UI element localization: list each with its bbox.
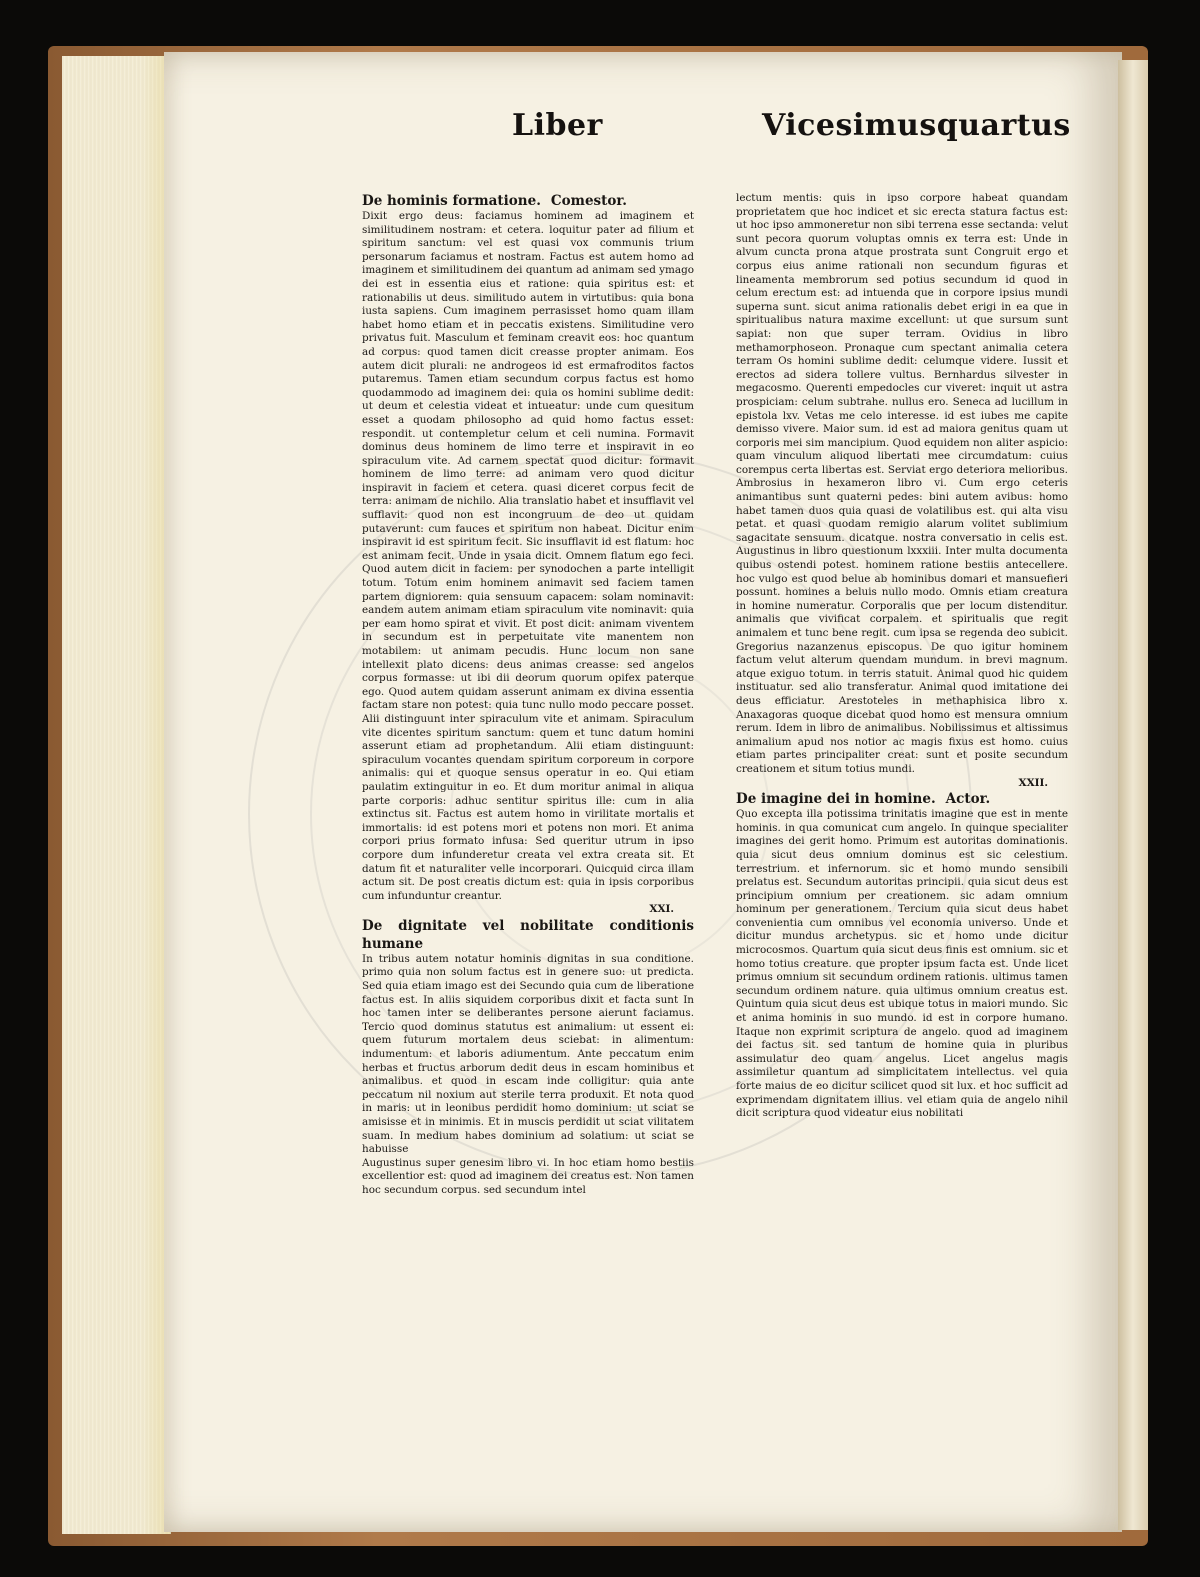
paragraph: Quo excepta illa potissima trinitatis imagine que est in mente hominis. in qua comunicat cum angelo. In quinque specialiter imagines dei gerit homo. Primum est autoritas dominationis. quia sicut deus omnium dominus est sic celestium. terrestrium. et infernorum. sic et homo mundo sensibili prelatus est. Secundum autoritas principii. quia sicut deus est principium omnium per creationem. sic adam omnium hominum per generationem. Tercium quia sicut deus habet convenientia cum omnibus vel economia universo. Unde et dicitur mundus archetypus. sic et homo unde dicitur microcosmos. Quartum quia sicut deus finis est omnium. sic et homo totius creature. que propter ipsum facta est. Unde licet primus omnium sit secundum ordinem rationis. ultimus tamen secundum ordinem nature. quia ultimus omnium creatus est. Quintum quia sicut deus est ubique totus in maiori mundo. Sic et anima hominis in suo mundo. id est in corpore humano. Itaque non exprimit scriptura de angelo. quod ad imaginem dei factus sit. sed tantum de homine quia in pluribus assimulatur deo quam angelus. Licet angelus magis assimiletur quantum ad simplicitatem intellectus. vel quia forte maius de eo dicitur scilicet quod sit lux. et hoc sufficit ad exprimendam dignitatem illius. vel etiam quia de angelo nihil dicit scriptura quod videatur eius nobilitati [736,808,1068,1120]
page-stack-edge [62,56,171,1534]
paragraph: Augustinus super genesim libro vi. In hoc etiam homo bestiis excellentior est: quod ad imaginem dei creatus est. Non tamen hoc secundum corpus. sed secundum intel [362,1156,694,1196]
facing-page-edge [1118,60,1148,1530]
paragraph: lectum mentis: quis in ipso corpore habeat quandam proprietatem que hoc indicet et sic erecta statura factus est: ut hoc ipso ammoneretur non sibi terrena esse sectanda: velut sunt pecora quorum voluptas omnis ex terra est: Unde in alvum cuncta prona atque prostrata sunt Congruit ergo et corpus eius anime rationali non secundum figuras et lineamenta membrorum sed potius secundum id quod in celum erectum est: ad intuenda que in corpore ipsius mundi superna sunt. sicut anima rationalis debet erigi in ea que in spiritualibus natura maxime excellunt: ut que sursum sunt sapiat: non que super terram. Ovidius in libro methamorphoseon. Pronaque cum spectant animalia cetera terram Os homini sublime dedit: celumque videre. Iussit et erectos ad sidera tollere vultus. Bernhardus silvester in megacosmo. Querenti empedocles cur viveret: inquit ut astra prospiciam: celum subtrahe. nullus ero. Seneca ad lucillum in epistola lxv. Vetas me celo interesse. id est iubes me capite demisso vivere. Maior sum. id est ad maiora genitus quam ut corporis mei sim mancipium. Quod equidem non aliter aspicio: quam vinculum aliquod libertati mee circumdatum: cuius corempus certa libertas est. Serviat ergo deteriora melioribus. Ambrosius in hexameron libro vi. Cum ergo ceteris animantibus sunt quaterni pedes: bini autem avibus: homo habet tamen duos quia quasi de volatilibus est. qui alta visu petat. et quasi quodam remigio alarum volitet sublimium sagacitate sensuum. dicatque. nostra conversatio in celis est. Augustinus in libro questionum lxxxiii. Inter multa documenta quibus ostendi potest. hominem ratione bestiis antecellere. hoc vulgo est quod belue ab hominibus domari et mansuefieri possunt. homines a beluis nullo modo. Omnis etiam creatura in homine numeratur. Corporalis que per locum distenditur. animalis que vivificat corpalem. et spiritualis que regit animalem et tunc bene regit. cum ipsa se regenda deo subicit. Gregorius nazanzenus episcopus. De quo igitur hominem factum velut alterum quendam mundum. in brevi magnum. atque exiguo totum. in terris statuit. Animal quod hic quidem instituatur. sed alio transferatur. Animal quod imitatione dei deus efficiatur. Arestoteles in methaphisica libro x. Anaxagoras quoque dicebat quod homo est mensura omnium rerum. Idem in libro de animalibus. Nobilissimus et altissimus animalium apud nos notior ac magis fixus est homo. cuius etiam partes principaliter creat: sunt et posite secundum creationem et situm totius mundi. [736,192,1068,775]
chapter-number: XXI. [649,903,674,916]
left-text-column [362,192,694,1198]
running-header-left: Liber [512,108,603,143]
running-header-right: Vicesimusquartus [762,108,1071,143]
paragraph: Dixit ergo deus: faciamus hominem ad imaginem et similitudinem nostram: et cetera. loquitur pater ad filium et spiritum sanctum: vel est quasi vox communis trium personarum faciamus et nostram. Factus est autem homo ad imaginem et similitudinem dei quantum ad animam sed ymago dei est in essentia eius et ratione: quia spiritus est: et rationabilis ut deus. similitudo autem in virtutibus: quia bona iusta sapiens. Cum imaginem perrasisset homo quam illam habet homo etiam et in peccatis existens. Similitudine vero privatus fuit. Masculum et feminam creavit eos: hoc quantum ad corpus: quod tamen dicit creasse propter animam. Eos autem dicit plurali: ne androgeos id est ermafroditos factos putaremus. Tamen etiam secundum corpus factus est homo quodammodo ad imaginem dei: quia os homini sublime dedit: ut deum et celestia videat et intueatur: unde cum quesitum esset a quodam philosopho ad quid homo factus esset: respondit. ut contempletur celum et celi numina. Formavit dominus deus hominem de limo terre et inspiravit in eo spiraculum vite. Ad carnem spectat quod dicitur: formavit hominem de limo terre: ad animam vero quod dicitur inspiravit in faciem et cetera. quasi diceret corpus fecit de terra: animam de nichilo. Alia translatio habet et insufflavit vel sufflavit: quod non est incongruum de deo ut quidam putaverunt: cum fauces et spiritum non habeat. Dicitur enim inspiravit id est spiritum fecit. Sic insufflavit id est flatum: hoc est animam fecit. Unde in ysaia dicit. Omnem flatum ego feci. Quod autem dicit in faciem: per synodochen a parte intelligit totum. Totum enim hominem animavit sed faciem tamen partem digniorem: quia sensuum capacem: solam nominavit: eandem autem animam etiam spiraculum vite nominavit: quia per eam homo spirat et vivit. Et post dicit: animam viventem in secundum est in perpetuitate vite manentem non motabilem: ut animam pecudis. Hunc locum non sane intellexit plato dicens: deus animas creasse: sed angelos corpus formasse: ut ibi dii deorum quorum opifex paterque ego. Quod autem quidam asserunt animam ex divina essentia factam stare non potest: quia tunc nullo modo peccare posset. Alii distinguunt inter spiraculum vite et animam. Spiraculum vite dicentes spiritum sanctum: quem et tunc datum homini asserunt etiam ad prophetandum. Alii etiam distinguunt: spiraculum vocantes quendam spiritum corporeum in corpore animalis: qui et quoque sensus operatur in eo. Qui etiam paulatim extinguitur in eo. Et dum moritur animal in aliqua parte corporis: adhuc sentitur spiritus ille: cum in alia extinctus sit. Factus est autem homo in virilitate mortalis et immortalis: id est potens mori et potens non mori. Et anima corpori prius formato infusa: Sed queritur utrum in ipso corpore dum infunderetur creata vel extra creata sit. Et datum fit et naturaliter velle incorporari. Quicquid circa illam actum sit. De post creatis dictum est: quia in ipsis corporibus cum infunduntur creantur. [362,210,694,902]
right-text-column [736,192,1068,1121]
chapter-source: Actor. [945,791,991,808]
chapter-heading [736,790,1068,808]
chapter-number: XXII. [1018,776,1048,789]
chapter-heading [362,192,694,210]
paragraph: In tribus autem notatur hominis dignitas in sua conditione. primo quia non solum factus est in genere suo: ut predicta. Sed quia etiam imago est dei Secundo quia cum de liberatione factus est. In aliis siquidem corporibus dixit et facta sunt In hoc tamen inter se deliberantes persone aierunt faciamus. Tercio quod dominus statutus est animalium: ut essent ei: quem futurum mortalem deus sciebat: in alimentum: indumentum: et laboris adiumentum. Ante peccatum enim herbas et fructus arborum dedit deus in escam hominibus et animalibus. et quod in escam inde colligitur: quia ante peccatum nil noxium aut sterile terra produxit. Et nota quod in maris: ut in leonibus perdidit homo dominium: ut sciat se amisisse et in minimis. Et in muscis perdidit ut sciat vilitatem suam. In medium habes dominium ad solatium: ut sciat se habuisse [362,952,694,1156]
chapter-source: Comestor. [550,193,627,209]
chapter-title: De hominis formatione. [362,193,541,209]
chapter-title: De imagine dei in homine. [736,791,936,808]
chapter-heading: De dignitate vel nobilitate conditionis humane [362,917,694,952]
